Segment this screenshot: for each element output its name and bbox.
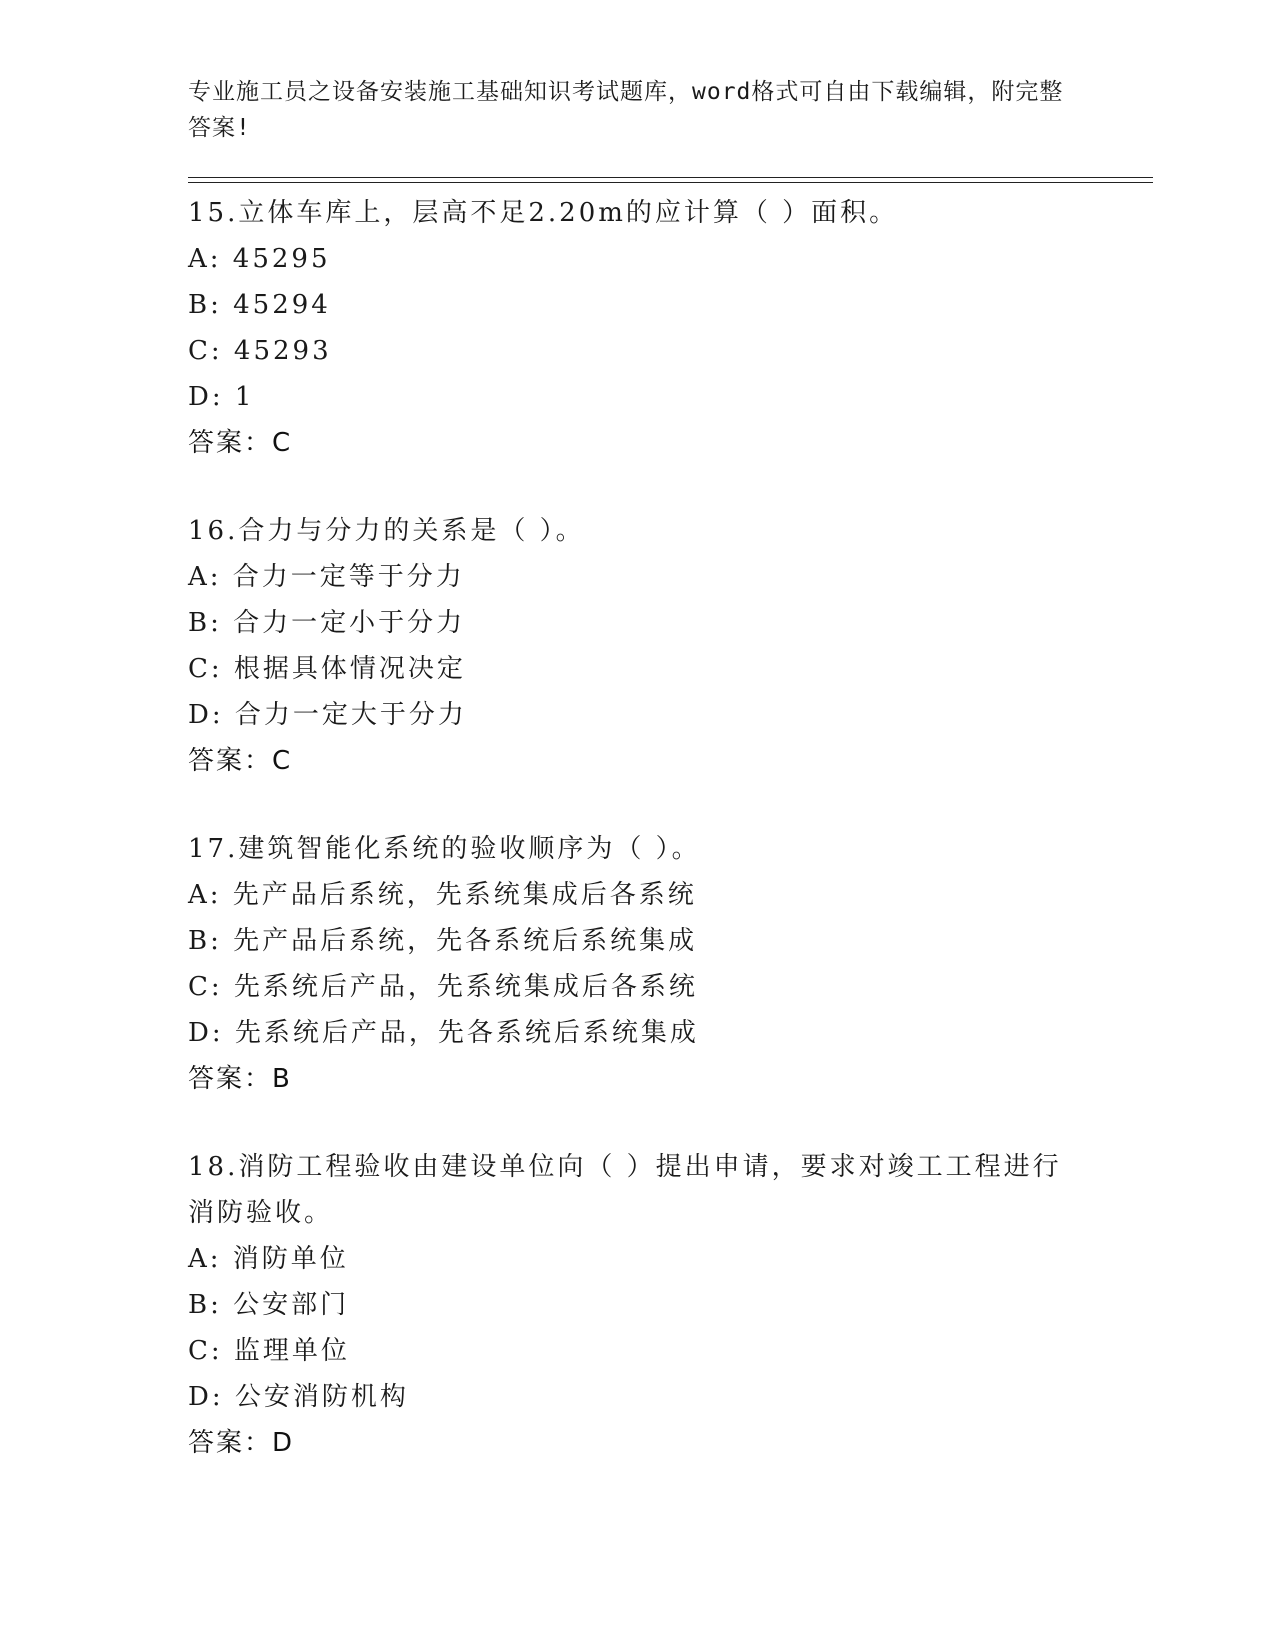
question-17 xyxy=(188,826,1088,1102)
option-d: D: 公安消防机构 xyxy=(188,1382,409,1412)
option-b: B: 先产品后系统，先各系统后系统集成 xyxy=(188,926,698,956)
question-16 xyxy=(188,508,1088,784)
document-intro: 专业施工员之设备安装施工基础知识考试题库，word格式可自由下载编辑，附完整答案! xyxy=(188,79,1064,141)
question-18 xyxy=(188,1144,1088,1466)
option-c: C: 先系统后产品，先系统集成后各系统 xyxy=(188,972,698,1002)
question-stem: 16.合力与分力的关系是（ ）。 xyxy=(188,516,585,546)
question-stem: 15.立体车库上，层高不足2.20m的应计算（ ）面积。 xyxy=(188,198,899,228)
question-15 xyxy=(188,190,1088,466)
option-b: B: 45294 xyxy=(188,290,331,320)
option-d: D: 先系统后产品，先各系统后系统集成 xyxy=(188,1018,699,1048)
option-a: A: 消防单位 xyxy=(188,1244,349,1274)
option-d: D: 1 xyxy=(188,382,255,412)
option-c: C: 监理单位 xyxy=(188,1336,350,1366)
question-stem: 18.消防工程验收由建设单位向（ ）提出申请，要求对竣工工程进行消防验收。 xyxy=(188,1152,1062,1228)
answer-text: 答案：B xyxy=(188,1064,292,1094)
option-a: A: 45295 xyxy=(188,244,331,274)
answer-text: 答案：C xyxy=(188,746,293,776)
option-a: A: 合力一定等于分力 xyxy=(188,562,465,592)
answer-text: 答案：C xyxy=(188,428,293,458)
option-b: B: 公安部门 xyxy=(188,1290,350,1320)
question-list xyxy=(188,190,1088,1508)
option-c: C: 根据具体情况决定 xyxy=(188,654,466,684)
header-divider-top xyxy=(188,177,1153,178)
header-divider-bottom xyxy=(188,182,1153,183)
answer-text: 答案：D xyxy=(188,1428,295,1458)
question-stem: 17.建筑智能化系统的验收顺序为（ ）。 xyxy=(188,834,701,864)
option-c: C: 45293 xyxy=(188,336,332,366)
option-b: B: 合力一定小于分力 xyxy=(188,608,466,638)
option-a: A: 先产品后系统，先系统集成后各系统 xyxy=(188,880,697,910)
option-d: D: 合力一定大于分力 xyxy=(188,700,467,730)
